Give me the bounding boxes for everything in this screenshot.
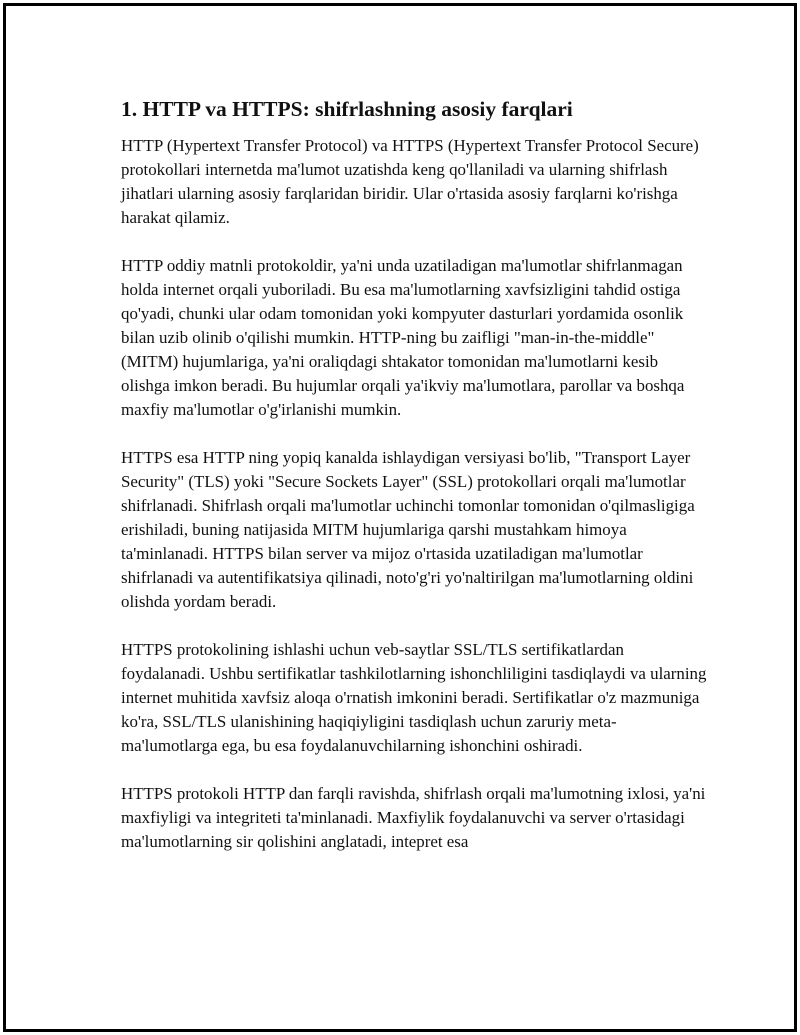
paragraph-https: HTTPS esa HTTP ning yopiq kanalda ishlaydigan versiyasi bo'lib, "Transport Layer Security" (TLS) yoki "Secure Sockets Layer" (SSL) protokollari orqali ma'lumotlar shifrlanadi. Shifrlash orqali ma'lumotlar uchinchi tomonlar tomonidan o'qilmasligiga erishiladi, buning natijasida MITM hujumlariga qarshi mustahkam himoya ta'minlanadi. HTTPS bilan server va mijoz o'rtasida uzatiladigan ma'lumotlar shifrlanadi va autentifikatsiya qilinadi, noto'g'ri yo'naltirilgan ma'lumotlarning oldini olishda yordam beradi.: [121, 448, 695, 611]
document-content: [121, 94, 711, 878]
paragraph-confidentiality: HTTPS protokoli HTTP dan farqli ravishda, shifrlash orqali ma'lumotning ixlosi, ya'ni maxfiyligi va integriteti ta'minlanadi. Maxfiylik foydalanuvchi va server o'rtasidagi ma'lumotlarning sir qolishini anglatadi, intepret esa: [121, 784, 706, 851]
document-page: [3, 3, 797, 1032]
paragraph-certificates: HTTPS protokolining ishlashi uchun veb-saytlar SSL/TLS sertifikatlardan foydalanadi. Ushbu sertifikatlar tashkilotlarning ishonchliligini tasdiqlaydi va ularning internet muhitida xavfsiz aloqa o'rnatish imkonini beradi. Sertifikatlar o'z mazmuniga ko'ra, SSL/TLS ulanishining haqiqiyligini tasdiqlash uchun zaruriy meta-ma'lumotlarga ega, bu esa foydalanuvchilarning ishonchini oshiradi.: [121, 640, 707, 755]
paragraph-intro: HTTP (Hypertext Transfer Protocol) va HTTPS (Hypertext Transfer Protocol Secure) protokollari internetda ma'lumot uzatishda keng qo'llaniladi va ularning shifrlash jihatlari ularning asosiy farqlaridan biridir. Ular o'rtasida asosiy farqlarni ko'rishga harakat qilamiz.: [121, 136, 699, 227]
section-heading: 1. HTTP va HTTPS: shifrlashning asosiy farqlari: [121, 97, 573, 121]
paragraph-http: HTTP oddiy matnli protokoldir, ya'ni unda uzatiladigan ma'lumotlar shifrlanmagan holda internet orqali yuboriladi. Bu esa ma'lumotlarning xavfsizligini tahdid ostiga qo'yadi, chunki ular odam tomonidan yoki kompyuter dasturlari yordamida osonlik bilan uzib olinib o'qilishi mumkin. HTTP-ning bu zaifligi "man-in-the-middle" (MITM) hujumlariga, ya'ni oraliqdagi shtakator tomonidan ma'lumotlarni kesib olishga imkon beradi. Bu hujumlar orqali ya'ikviy ma'lumotlara, parollar va boshqa maxfiy ma'lumotlar o'g'irlanishi mumkin.: [121, 256, 685, 419]
